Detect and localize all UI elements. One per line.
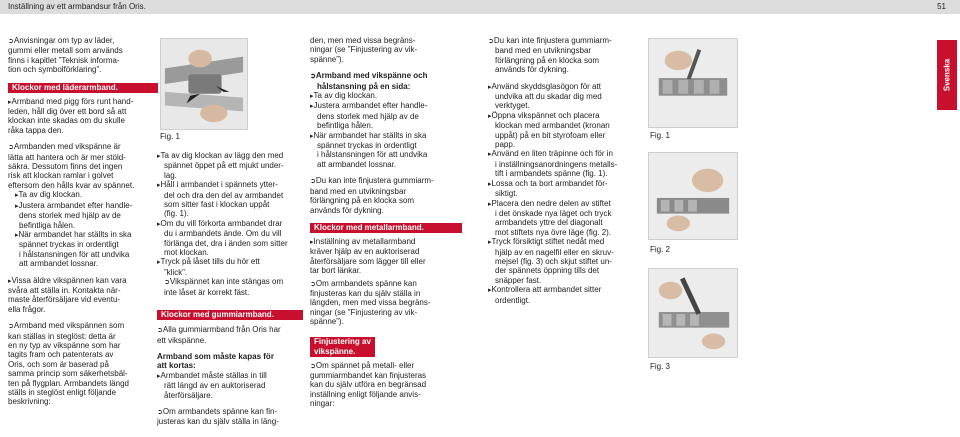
triangle-bullet-icon: ▸ (15, 231, 19, 239)
paragraph: ➲Om spännet på metall- eller gummiarmbandet kan finjusteras kan du själv utföra en begränsad inställning enligt följande anvis- ningar: (310, 360, 427, 409)
paragraph: ➲Alla gummiarmband från Oris har ett vikspänne. (157, 325, 281, 345)
bracelet-photo-fig3 (648, 268, 738, 358)
column-2 (157, 151, 303, 427)
bracelet-illustration (649, 39, 737, 127)
column-3 (310, 36, 462, 409)
triangle-bullet-icon: ▸ (310, 238, 314, 246)
circle-arrow-icon: ➲ (310, 280, 316, 288)
triangle-bullet-icon: ▸ (488, 180, 492, 188)
circle-arrow-icon: ➲ (488, 38, 494, 45)
section-heading-leather: Klockor med läderarmband. (8, 83, 158, 93)
triangle-bullet-icon: ▸ (310, 132, 314, 140)
triangle-bullet-icon: ▸ (15, 192, 19, 200)
circle-arrow-icon: ➲ (157, 408, 163, 416)
figure-caption: Fig. 2 (650, 245, 671, 254)
triangle-bullet-icon: ▸ (488, 112, 492, 120)
triangle-bullet-icon: ▸ (157, 153, 161, 160)
circle-arrow-icon: ➲ (310, 73, 316, 81)
bracelet-illustration (649, 269, 737, 357)
circle-arrow-icon: ➲ (8, 323, 14, 331)
column-4 (488, 36, 640, 305)
bullet-paragraph: ▸Inställning av metallarmband kräver hjälp av en auktoriserad återförsäljare som lägger till eller tar bort länkar. (310, 236, 426, 276)
intro-paragraph: ➲Anvisningar om typ av läder, gummi eller metall som används finns i kapitlet ”Teknisk informa- tion och symbolförklaring”. (8, 36, 123, 75)
section-heading-metal: Klockor med metallarmband. (310, 223, 462, 233)
section-heading-finetune: Finjustering av vikspänne. (310, 337, 375, 357)
triangle-bullet-icon: ▸ (8, 277, 12, 285)
circle-arrow-icon: ➲ (157, 327, 163, 335)
page-header (0, 0, 960, 14)
bracelet-photo-fig1 (648, 38, 738, 128)
triangle-bullet-icon: ▸ (488, 239, 492, 247)
step-list: ▸Ta av dig klockan. ▸Justera armbandet efter handle- dens storlek med hjälp av de befintliga hålen. ▸När armbandet har ställts in ska spännet tryckas in ordentligt i hålstansningen för att undvika att armbandet lossnar. (15, 190, 133, 269)
paragraph: ➲Om armbandets spänne kan finjusteras kan du själv ställa in längden, men med vissa begräns- ningar (se ”Finjustering av vik- spänne”). (310, 278, 431, 327)
triangle-bullet-icon: ▸ (8, 98, 12, 106)
paragraph: ➲Du kan inte finjustera gummiarm- band med en utvikningsbar förlängning på en klocka som används för dykning. (488, 36, 612, 75)
clasp-photo-fig1 (160, 38, 248, 130)
triangle-bullet-icon: ▸ (157, 220, 161, 228)
subheading: Armband som måste kapas för att kortas: (157, 351, 274, 371)
figure-caption: Fig. 3 (650, 362, 671, 371)
triangle-bullet-icon: ▸ (488, 200, 492, 208)
triangle-bullet-icon: ▸ (488, 83, 492, 91)
clasp-illustration (161, 39, 247, 129)
circle-arrow-icon: ➲ (8, 144, 14, 152)
bullet-paragraph: ▸Vissa äldre vikspännen kan vara svåra att ställa in. Kontakta när- maste återförsäljare vid eventu- ella frågor. (8, 275, 127, 314)
subheading: ➲Armband med vikspänne och hålstansning på en sida: (310, 71, 428, 91)
paragraph: ➲Om armbandets spänne kan fin- justeras kan du själv ställa in läng- (157, 406, 279, 427)
bracelet-illustration (649, 153, 737, 239)
triangle-bullet-icon: ▸ (488, 151, 492, 159)
circle-arrow-icon: ➲ (164, 279, 170, 287)
triangle-bullet-icon: ▸ (310, 93, 314, 101)
figure-caption: Fig. 1 (650, 131, 671, 140)
circle-arrow-icon: ➲ (310, 178, 316, 186)
triangle-bullet-icon: ▸ (488, 287, 492, 295)
triangle-bullet-icon: ▸ (15, 202, 19, 210)
paragraph: den, men med vissa begräns- ningar (se ”Finjustering av vik- spänne”). (310, 36, 418, 64)
paragraph: ➲Armbanden med vikspänne är lätta att hantera och är mer stöld- säkra. Dessutom finns det ingen risk att klockan ramlar i golvet eftersom den hålls kvar av spännet. (8, 142, 135, 190)
bracelet-photo-fig2 (648, 152, 738, 240)
circle-arrow-icon: ➲ (310, 362, 316, 370)
step-list: ▸Ta av dig klockan av lägg den med spännet öppet på ett mjukt under- lag. ▸Håll i armbandet i spännets ytter- del och dra den del av armbandet som sitter fast i klockan uppåt (fig. 1). ▸Om du vill förkorta armbandet drar du i armbandets ände. Om du vill förlänga det, dra i änden som sitter mot klockan. ▸Tryck på låset tills du hör ett ”klick”. (157, 151, 288, 277)
circle-arrow-icon: ➲ (8, 38, 14, 45)
triangle-bullet-icon: ▸ (310, 103, 314, 111)
triangle-bullet-icon: ▸ (157, 182, 161, 190)
page-number: 51 (937, 2, 946, 11)
bullet-paragraph: ▸Armband med pigg förs runt hand- leden, håll dig över ett bord så att klockan inte skadas om du skulle råka tappa den. (8, 96, 134, 135)
triangle-bullet-icon: ▸ (157, 259, 161, 267)
figure-caption: Fig. 1 (160, 132, 181, 141)
bullet-paragraph: ▸Armbandet måste ställas in till rätt längd av en auktoriserad återförsäljare. (157, 370, 267, 400)
triangle-bullet-icon: ▸ (157, 372, 161, 380)
section-heading-rubber: Klockor med gummiarmband. (157, 310, 303, 320)
step-list: ▸Ta av dig klockan. ▸Justera armbandet efter handle- dens storlek med hjälp av de befintliga hålen. ▸När armbandet har ställts in ska spännet tryckas in ordentligt i hålstansningen för att undvika att armbandet lossnar. (310, 91, 428, 169)
paragraph: ➲Armband med vikspännen som kan ställas in steglöst: detta är en ny typ av vikspänne som har tagits fram och patenterats av Oris, och som är baserad på samma princip som säkerhetsbäl- ten på flygplan. Armbandets längd ställs in steglöst enligt följande beskrivning: (8, 321, 129, 407)
language-tab (937, 40, 957, 110)
running-title: Inställning av ett armbandsur från Oris. (8, 2, 146, 11)
step-list: ▸Använd skyddsglasögon för att undvika att du skadar dig med verktyget. ▸Öppna vikspännet och placera klockan med armbandet (kronan uppåt) på en bit styrofoam eller papp. ▸Använd en liten träpinne och för in i inställningsanordningens metalls- tift i armbandets spänne (fig. 1). ▸Lossa och ta bort armbandet för- siktigt. ▸Placera den nedre delen av stiftet i det önskade nya läget och tryck armbandets yttre del diagonalt mot stiftets nya övre läge (fig. 2). ▸Tryck försiktigt stiftet nedåt med hjälp av en nagelfil eller en skruv- mejsel (fig. 3) och skjut stiftet un- der spännets öppning tills det snäpper fast. ▸Kontrollera att armbandet sitter ordentligt. (488, 81, 618, 305)
column-1 (8, 36, 158, 407)
language-tab-label: Svenska (942, 58, 952, 92)
paragraph: ➲Du kan inte finjustera gummiarm- band med en utvikningsbar förlängning på en klocka som används för dykning. (310, 176, 434, 215)
note: ➲Vikspännet kan inte stängas om inte låset är korrekt fäst. (164, 277, 284, 297)
